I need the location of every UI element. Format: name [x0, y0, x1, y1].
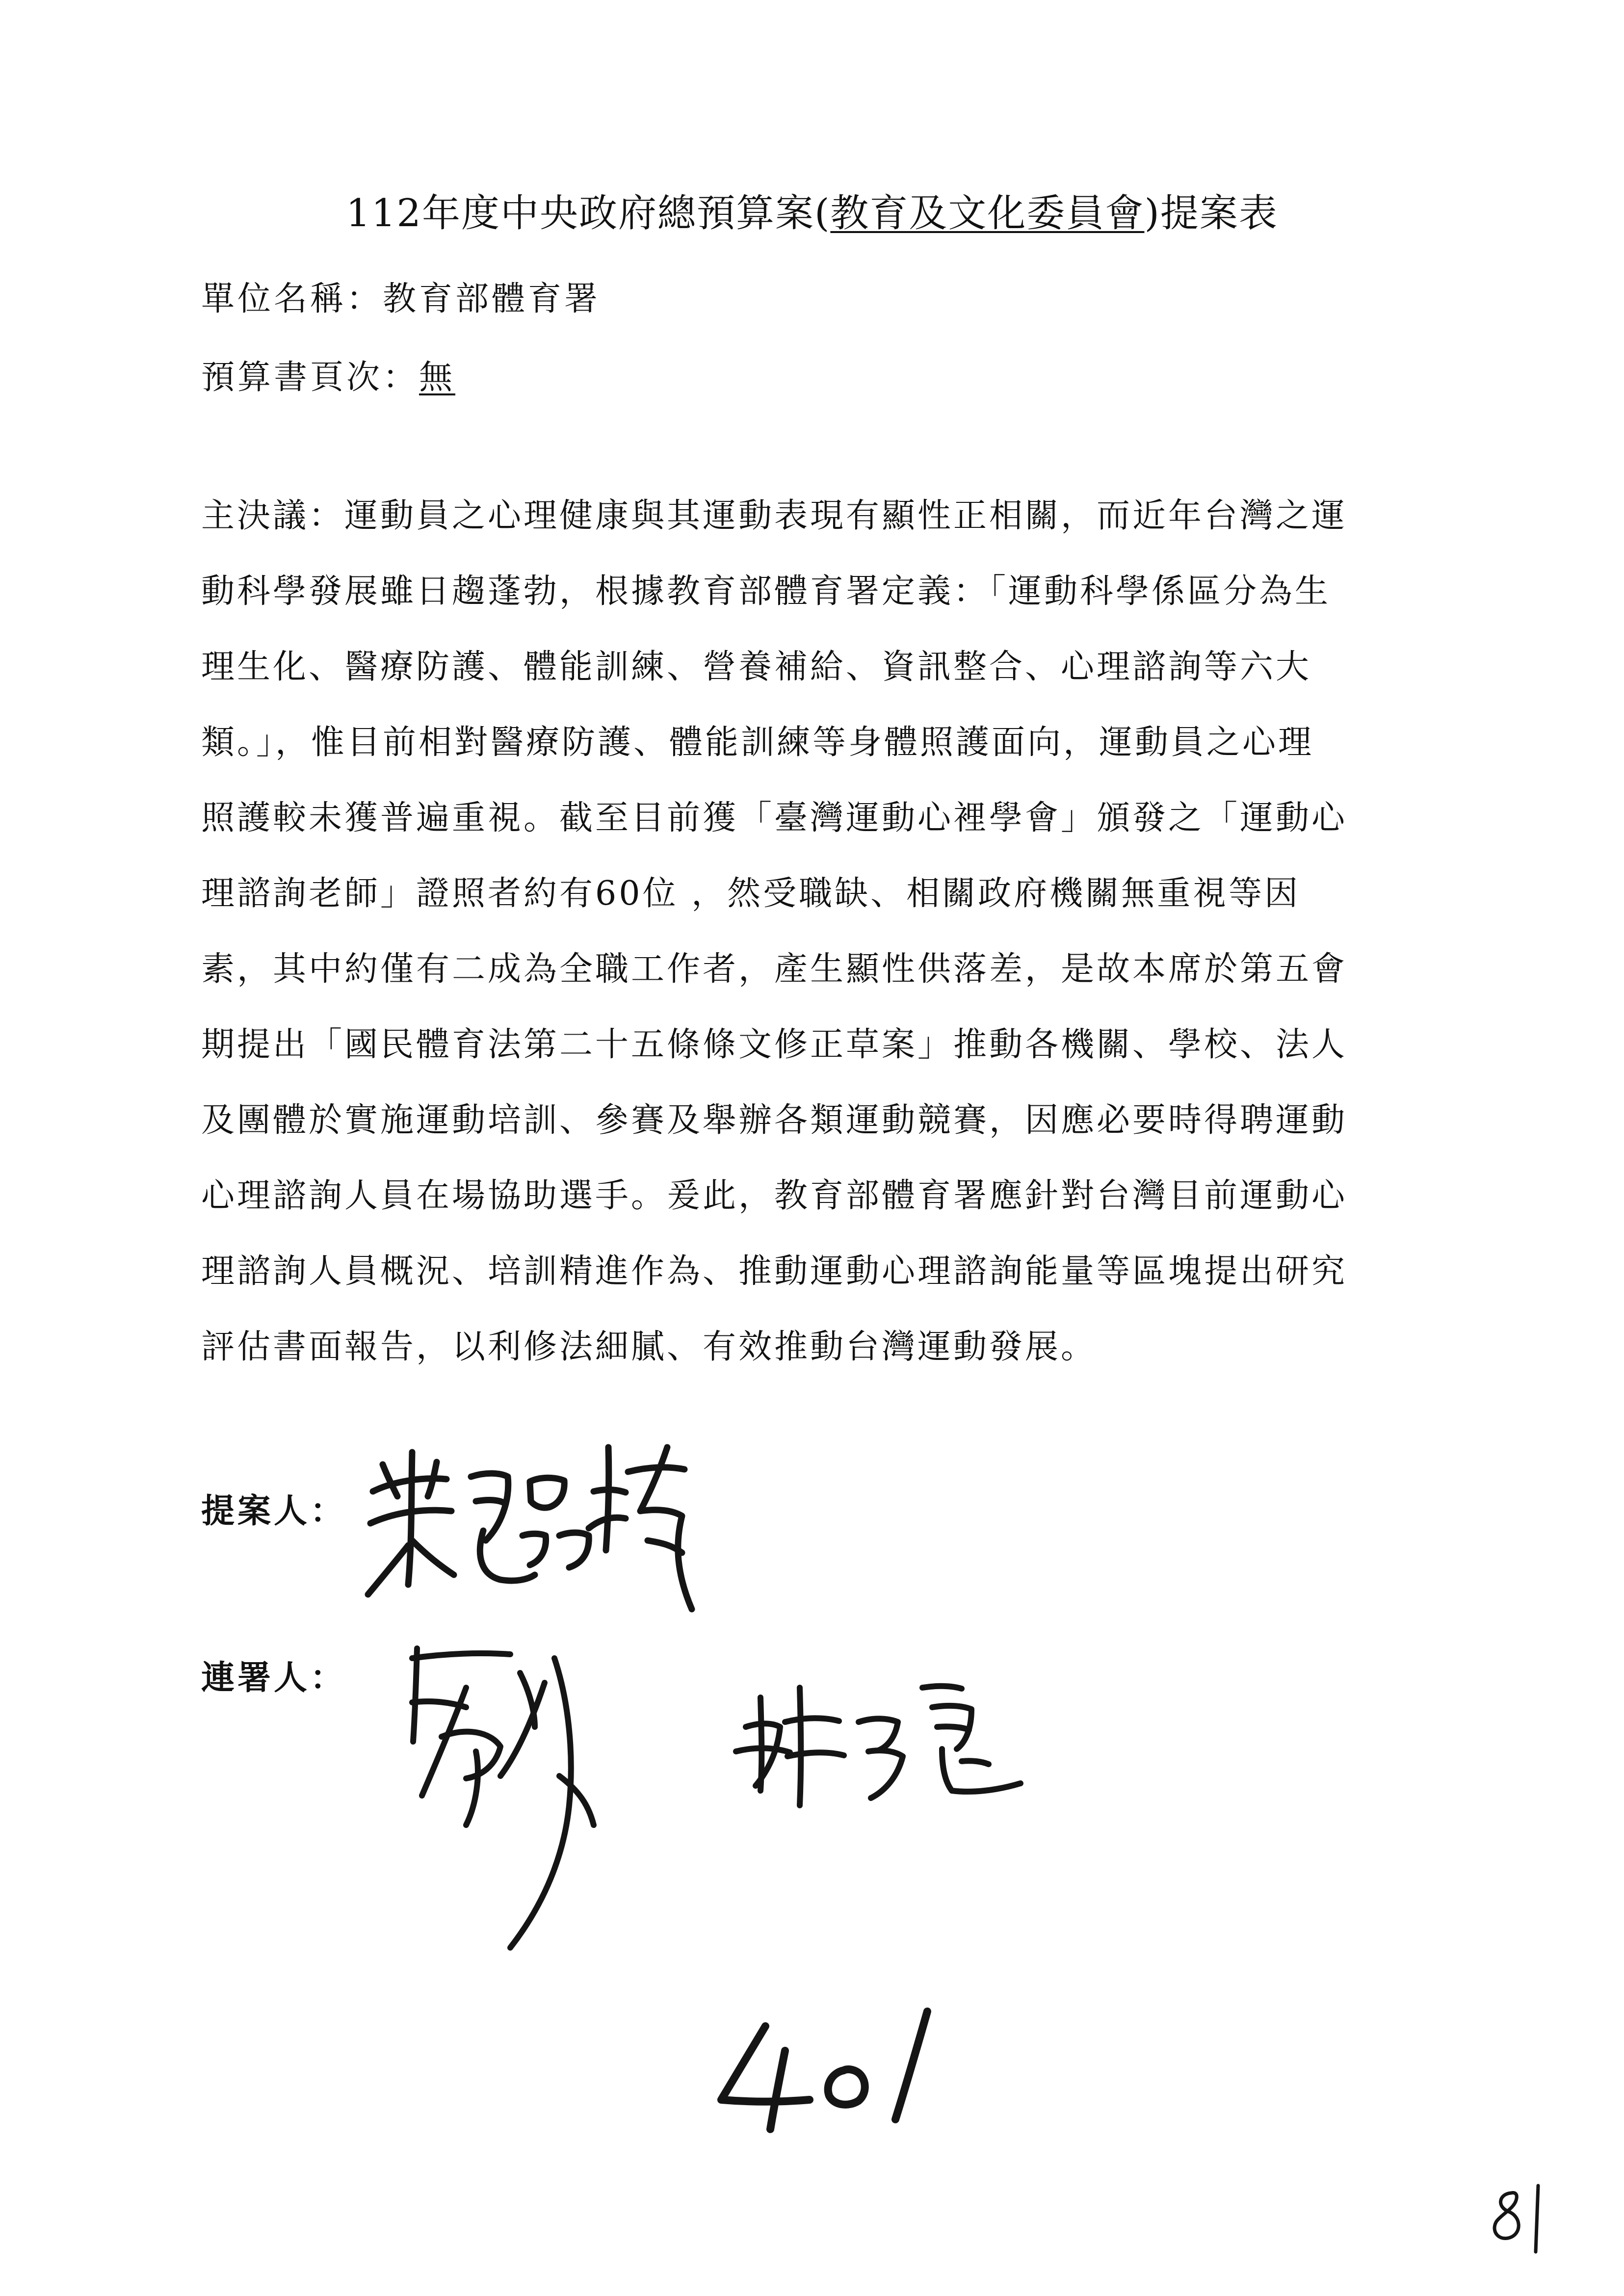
- budget-page-label: 預算書頁次：: [201, 358, 419, 397]
- main-resolution: [201, 478, 1477, 1385]
- unit-name-field: [201, 275, 601, 324]
- unit-name-value: 教育部體育署: [383, 280, 601, 318]
- budget-page-value: 無: [419, 358, 456, 397]
- proposer-signature: [353, 1418, 707, 1624]
- cosigner-label: 連署人：: [201, 1658, 347, 1697]
- resolution-line: 主決議：運動員之心理健康與其運動表現有顯性正相關，而近年台灣之運: [201, 496, 1348, 535]
- handwritten-number-401: [697, 1992, 971, 2149]
- cosigner-signature-2: [726, 1668, 1030, 1815]
- title-suffix: )提案表: [1144, 191, 1278, 235]
- title-prefix: 112年度中央政府總預算案(: [346, 191, 831, 235]
- resolution-line: 素，其中約僅有二成為全職工作者，產生顯性供落差，是故本席於第五會: [201, 950, 1348, 989]
- document-title: [0, 186, 1624, 240]
- resolution-line: 及團體於實施運動培訓、參賽及舉辦各類運動競賽，因應必要時得聘運動: [201, 1101, 1348, 1140]
- resolution-line: 理生化、醫療防護、體能訓練、營養補給、資訊整合、心理諮詢等六大: [201, 648, 1312, 686]
- resolution-line: 動科學發展雖日趨蓬勃，根據教育部體育署定義：「運動科學係區分為生: [201, 572, 1331, 611]
- proposer-label: 提案人：: [201, 1491, 347, 1531]
- resolution-line: 心理諮詢人員在場協助選手。爰此，教育部體育署應針對台灣目前運動心: [201, 1176, 1348, 1215]
- resolution-line: 理諮詢人員概況、培訓精進作為、推動運動心理諮詢能量等區塊提出研究: [201, 1252, 1348, 1291]
- title-committee: 教育及文化委員會: [830, 191, 1145, 235]
- resolution-line: 照護較未獲普遍重視。截至目前獲「臺灣運動心裡學會」頒發之「運動心: [201, 799, 1348, 837]
- cosigner-signature-1: [383, 1629, 618, 1972]
- unit-name-label: 單位名稱：: [201, 280, 383, 318]
- resolution-line: 類。」，惟目前相對醫療防護、體能訓練等身體照護面向，運動員之心理: [201, 723, 1314, 762]
- resolution-line: 理諮詢老師」證照者約有60位 ，然受職缺、相關政府機關無重視等因: [201, 874, 1301, 913]
- resolution-line: 評估書面報告，以利修法細膩、有效推動台灣運動發展。: [201, 1328, 1097, 1366]
- resolution-line: 期提出「國民體育法第二十五條條文修正草案」推動各機關、學校、法人: [201, 1025, 1348, 1064]
- budget-page-field: [201, 353, 455, 402]
- handwritten-page-number-81: [1482, 2178, 1560, 2257]
